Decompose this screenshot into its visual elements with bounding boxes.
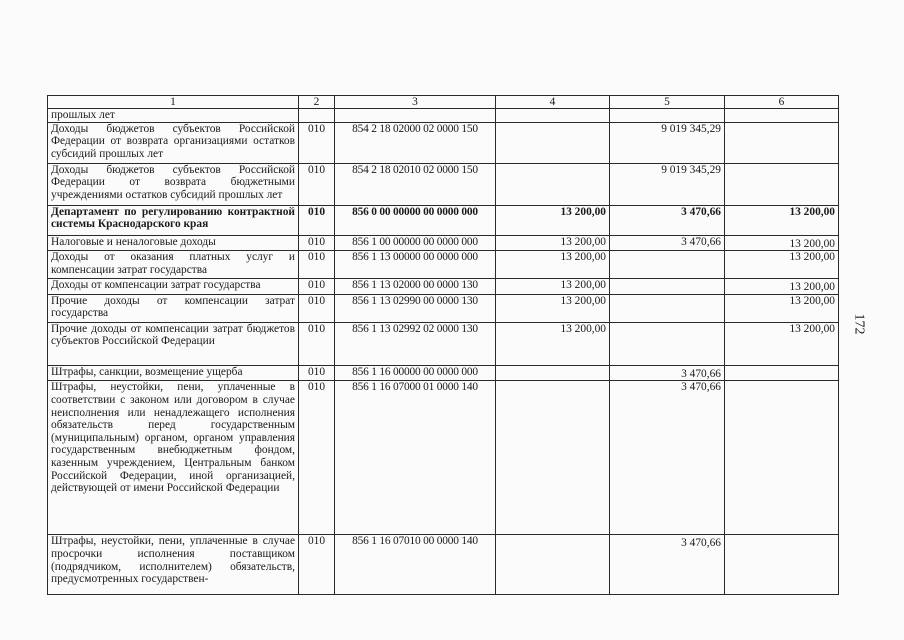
row-name: Прочие доходы от компенсации затрат государства [48,294,299,322]
row-total: 13 200,00 [725,205,839,235]
row-code: 010 [299,235,335,251]
row-plan: 13 200,00 [496,322,610,365]
header-cell: 1 [48,96,299,109]
row-code: 010 [299,122,335,163]
table-row [48,535,839,595]
row-plan [496,109,610,123]
row-plan [496,535,610,595]
row-fact [610,279,725,295]
row-name: Доходы от оказания платных услуг и компенсации затрат государства [48,251,299,279]
row-kbk: 856 1 13 02990 00 0000 130 [335,294,496,322]
header-cell: 6 [725,96,839,109]
row-plan: 13 200,00 [496,294,610,322]
row-fact [610,365,725,381]
row-plan: 13 200,00 [496,235,610,251]
row-plan [496,381,610,535]
row-kbk: 856 1 13 02992 02 0000 130 [335,322,496,365]
header-cell: 3 [335,96,496,109]
row-plan [496,163,610,205]
row-name: Прочие доходы от компенсации затрат бюджетов субъектов Российской Федерации [48,322,299,365]
row-plan [496,365,610,381]
table-row [48,109,839,123]
table-row [48,251,839,279]
row-code: 010 [299,322,335,365]
row-name: Доходы от компенсации затрат государства [48,279,299,295]
row-total-value: 13 200,00 [789,281,835,294]
table-row [48,279,839,295]
row-name: Штрафы, санкции, возмещение ущерба [48,365,299,381]
row-name: Департамент по регулированию контрактной системы Краснодарского края [48,205,299,235]
row-fact [610,322,725,365]
header-cell: 5 [610,96,725,109]
row-code: 010 [299,163,335,205]
table-row [48,365,839,381]
row-kbk: 856 1 16 07010 00 0000 140 [335,535,496,595]
row-total [725,535,839,595]
row-total: 13 200,00 [725,322,839,365]
row-fact-value: 3 470,66 [681,537,721,550]
row-plan: 13 200,00 [496,251,610,279]
row-fact [610,535,725,595]
row-code: 010 [299,205,335,235]
row-code [299,109,335,123]
header-cell: 4 [496,96,610,109]
row-code: 010 [299,381,335,535]
row-name: Штрафы, неустойки, пени, уплаченные в случае просрочки исполнения поставщиком (подрядчиком, исполнителем) обязательств, предусмотренных государствен- [48,535,299,595]
row-kbk: 856 1 13 02000 00 0000 130 [335,279,496,295]
row-fact [610,251,725,279]
row-fact-value: 3 470,66 [681,367,721,380]
table-row [48,235,839,251]
header-cell: 2 [299,96,335,109]
table-row [48,322,839,365]
row-kbk: 856 1 16 00000 00 0000 000 [335,365,496,381]
row-total [725,109,839,123]
row-fact: 3 470,66 [610,235,725,251]
row-kbk: 856 1 00 00000 00 0000 000 [335,235,496,251]
table-header-row [48,96,839,109]
row-fact: 3 470,66 [610,381,725,535]
row-name: Налоговые и неналоговые доходы [48,235,299,251]
row-total: 13 200,00 [725,251,839,279]
row-total [725,365,839,381]
page-number: 172 [851,313,867,335]
row-total: 13 200,00 [725,294,839,322]
table-row [48,163,839,205]
row-kbk: 856 0 00 00000 00 0000 000 [335,205,496,235]
row-plan: 13 200,00 [496,279,610,295]
row-fact: 9 019 345,29 [610,122,725,163]
row-kbk [335,109,496,123]
row-kbk: 856 1 16 07000 01 0000 140 [335,381,496,535]
row-kbk: 854 2 18 02010 02 0000 150 [335,163,496,205]
row-name: Доходы бюджетов субъектов Российской Федерации от возврата бюджетными учреждениями остатков субсидий прошлых лет [48,163,299,205]
table-row [48,381,839,535]
row-total-value: 13 200,00 [789,237,835,250]
row-code: 010 [299,294,335,322]
row-total [725,235,839,251]
row-total [725,163,839,205]
row-code: 010 [299,279,335,295]
row-plan [496,122,610,163]
row-total [725,122,839,163]
row-fact: 9 019 345,29 [610,163,725,205]
row-fact [610,109,725,123]
row-name: Доходы бюджетов субъектов Российской Федерации от возврата организациями остатков субсидий прошлых лет [48,122,299,163]
table-row [48,294,839,322]
row-name: прошлых лет [48,109,299,123]
row-fact [610,294,725,322]
row-name: Штрафы, неустойки, пени, уплаченные в соответствии с законом или договором в случае неисполнения или ненадлежащего исполнения обязательств перед государственным (муниципальным) органом, органом управления государственным внебюджетным фондом, казенным учреждением, Центральным банком Российской Федерации, иной организацией, действующей от имени Российской Федерации [48,381,299,535]
row-code: 010 [299,365,335,381]
budget-table [47,95,839,595]
row-total [725,279,839,295]
table-row [48,122,839,163]
row-plan: 13 200,00 [496,205,610,235]
row-total [725,381,839,535]
row-code: 010 [299,535,335,595]
row-fact: 3 470,66 [610,205,725,235]
row-code: 010 [299,251,335,279]
row-kbk: 854 2 18 02000 02 0000 150 [335,122,496,163]
table-row-department [48,205,839,235]
row-kbk: 856 1 13 00000 00 0000 000 [335,251,496,279]
